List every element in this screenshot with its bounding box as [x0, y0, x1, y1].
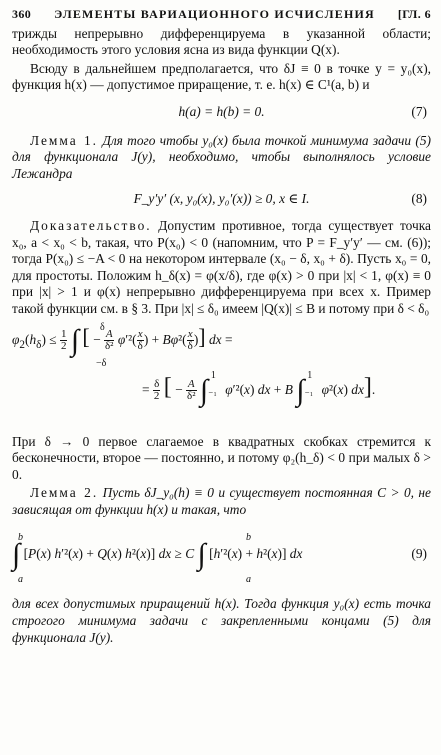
- chapter-label: [ГЛ. 6: [397, 7, 431, 21]
- running-title: ЭЛЕМЕНТЫ ВАРИАЦИОННОГО ИСЧИСЛЕНИЯ: [54, 7, 375, 21]
- equation-8-number: (8): [411, 191, 427, 207]
- formula-line-1: $\varphi_2(h_\delta)$ ≤ $\frac{1}{2}$ ∫ δ −δ [ − $\frac{A}{\text{δ²}}$ φ′²( $\frac{x}{\delta}$ ) + Bφ²( $\frac{x}{\delta}$ )] dx =: [12, 321, 233, 369]
- formula-line-2: = $\frac{\delta}{2}$ [ − $\frac{A}{\text{δ²}}$ ∫₋₁$^1$ φ′²(x) dx + B ∫₋₁$^1$ φ²(x) dx].: [142, 369, 376, 407]
- paragraph-2: Всюду в дальнейшем предполагается, что δJ ≡ 0 в точке y = y₀(x), функция h(x) — допустимое приращение, т. е. h(x) ∈ C¹(a, b) и: [12, 60, 431, 93]
- equation-7-body: h(a) = h(b) = 0.: [178, 103, 265, 119]
- equation-8: [12, 191, 431, 208]
- lemma-2: [12, 485, 431, 518]
- proof-heading: Доказательство.: [30, 217, 152, 233]
- page-number: 360: [12, 7, 32, 21]
- lemma-2-statement: Пусть δJ_y₀(h) ≡ 0 и существует постоянная C > 0, не зависящая от функции h(x) и такая, что: [12, 485, 431, 517]
- display-formula-block: [12, 318, 431, 426]
- equation-7-number: (7): [411, 103, 427, 119]
- paragraph-after-formula: При δ → 0 первое слагаемое в квадратных скобках стремится к бесконечности, второе — постоянно, и потому φ₂(h_δ) < 0 при малых δ > 0.: [12, 433, 431, 482]
- final-paragraph: для всех допустимых приращений h(x). Тогда функция y₀(x) есть точка строгого минимума задачи с закрепленными концами (5) для функционала J(y).: [12, 596, 431, 645]
- running-header: [12, 6, 431, 23]
- equation-9: ∫ [P(x) h′²(x) + Q(x) h²(x)] dx ≥ C ∫ [h′²(x) + h²(x)] dx b a b a (9): [12, 526, 431, 588]
- lemma-1: [12, 133, 431, 183]
- equation-7: [12, 104, 431, 121]
- lemma-1-heading: Лемма 1.: [30, 132, 99, 148]
- equation-8-body: F_y′y′ (x, y₀(x), y₀′(x)) ≥ 0, x ∈ I.: [133, 191, 310, 207]
- lemma-2-heading: Лемма 2.: [30, 485, 99, 501]
- equation-9-body: ∫ [P(x) h′²(x) + Q(x) h²(x)] dx ≥ C ∫ [h′²(x) + h²(x)] dx: [12, 538, 303, 572]
- equation-9-number: (9): [411, 546, 427, 562]
- proof-body: Допустим противное, тогда существует точка x₀, a < x₀ < b, такая, что P(x₀) < 0 (напомним, что P = F_y′y′ — см. (6)); тогда P(x₀) ≤ −A < 0 на некотором интервале (x₀ − δ, x₀ + δ). Пусть x₀ = 0, для простоты. Положим h_δ(x) = φ(x/δ), где φ(x) > 0 при |x| < 1, φ(x) ≡ 0 при |x| > 1 и φ(x) непрерывно дифференцируема при всех x. Пример такой функции см. в § 3. При |x| ≤ δ₀ имеем |Q(x)| ≤ B и потому при δ < δ₀: [12, 217, 431, 316]
- lemma-1-statement: Для того чтобы y₀(x) была точкой минимума задачи (5) для функционала J(y), необходимо, чтобы выполнялось условие Лежандра: [12, 132, 432, 181]
- proof-paragraph: [12, 218, 431, 318]
- paragraph-1: трижды непрерывно дифференцируема в указанной области; необходимость этого условия ясна из вида функции Q(x).: [12, 25, 431, 58]
